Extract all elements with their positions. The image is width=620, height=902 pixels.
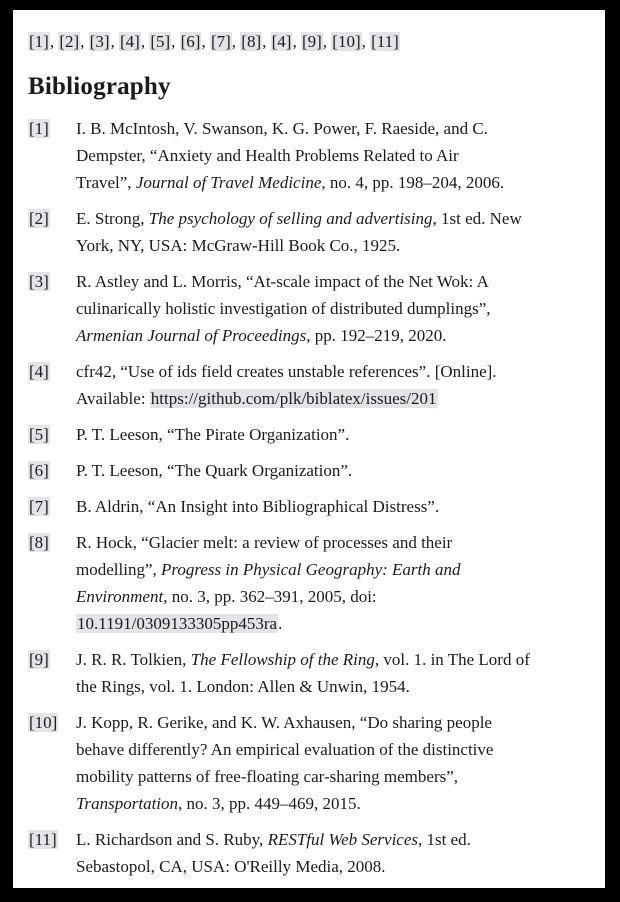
reference-line <box>76 115 595 142</box>
text-segment: modelling”, <box>76 560 161 579</box>
text-segment: , no. 4, pp. 198–204, 2006. <box>321 173 505 192</box>
reference-line <box>76 169 595 196</box>
citation-separator: , <box>140 32 150 51</box>
reference-label-column <box>28 421 76 448</box>
text-segment: behave differently? An empirical evaluation of the distinctive <box>76 740 494 759</box>
reference-label[interactable]: [1] <box>29 119 49 138</box>
text-segment: The psychology of selling and advertising <box>148 209 433 228</box>
reference-label-column <box>28 358 76 385</box>
reference-label-column <box>28 826 76 853</box>
reference-link[interactable]: https://github.com/plk/biblatex/issues/201 <box>150 389 437 408</box>
citation-separator: , <box>80 32 89 51</box>
citation-link[interactable]: [7] <box>210 32 231 51</box>
reference-text <box>76 205 595 259</box>
reference-line <box>76 853 595 880</box>
reference-entry <box>28 268 595 349</box>
text-segment: RESTful Web Services <box>267 830 419 849</box>
citation-link[interactable]: [2] <box>59 32 80 51</box>
citation-link[interactable]: [4] <box>119 32 140 51</box>
text-segment: Progress in Physical Geography: Earth and <box>160 560 461 579</box>
text-segment: J. Kopp, R. Gerike, and K. W. Axhausen, “Do sharing people <box>76 713 492 732</box>
citation-link[interactable]: [4] <box>271 32 292 51</box>
reference-line <box>76 709 595 736</box>
reference-label[interactable]: [10] <box>29 713 58 732</box>
text-segment: Travel”, <box>76 173 136 192</box>
text-segment: , no. 3, pp. 449–469, 2015. <box>178 794 361 813</box>
reference-line <box>76 646 595 673</box>
citation-link[interactable]: [1] <box>29 32 49 51</box>
reference-line <box>76 295 595 322</box>
text-segment: , 1st ed. <box>418 830 471 849</box>
text-segment: Dempster, “Anxiety and Health Problems Related to Air <box>76 146 459 165</box>
reference-entry <box>28 205 595 259</box>
citation-separator: , <box>262 32 271 51</box>
text-segment: R. Astley and L. Morris, “At-scale impact of the Net Wok: A <box>76 272 489 291</box>
reference-label[interactable]: [9] <box>29 650 49 669</box>
citation-link[interactable]: [6] <box>180 32 201 51</box>
reference-line <box>76 457 595 484</box>
citation-link[interactable]: [9] <box>301 32 322 51</box>
citation-link[interactable]: [10] <box>332 32 361 51</box>
reference-text <box>76 115 595 196</box>
reference-line <box>76 529 595 556</box>
reference-text <box>76 457 595 484</box>
reference-line <box>76 421 595 448</box>
reference-link[interactable]: 10.1191/0309133305pp453ra <box>77 614 278 633</box>
citation-link[interactable]: [11] <box>371 32 399 51</box>
text-segment: York, NY, USA: McGraw-Hill Book Co., 1925. <box>76 236 401 255</box>
text-segment: the Rings, vol. 1. London: Allen & Unwin, 1954. <box>76 677 410 696</box>
citation-separator: , <box>110 32 119 51</box>
citation-separator: , <box>171 32 180 51</box>
text-segment: Environment <box>76 587 164 606</box>
citation-separator: , <box>322 32 332 51</box>
text-segment: Journal of Travel Medicine <box>135 173 322 192</box>
text-segment: Sebastopol, CA, USA: O'Reilly Media, 2008. <box>76 857 386 876</box>
reference-text <box>76 646 595 700</box>
reference-label-column <box>28 205 76 232</box>
citation-separator: , <box>361 32 371 51</box>
text-segment: J. R. R. Tolkien, <box>76 650 191 669</box>
citation-line <box>28 28 595 55</box>
reference-entry <box>28 646 595 700</box>
citation-link[interactable]: [8] <box>241 32 262 51</box>
reference-line <box>76 763 595 790</box>
reference-text <box>76 493 595 520</box>
citation-separator: , <box>49 32 59 51</box>
text-segment: Armenian Journal of Proceedings <box>76 326 307 345</box>
text-segment: I. B. McIntosh, V. Swanson, K. G. Power, F. Raeside, and C. <box>76 119 488 138</box>
text-segment: Available: <box>76 389 150 408</box>
reference-line <box>76 736 595 763</box>
reference-label-column <box>28 646 76 673</box>
text-segment: B. Aldrin, “An Insight into Bibliographical Distress”. <box>76 497 440 516</box>
reference-label-column <box>28 493 76 520</box>
reference-entry <box>28 457 595 484</box>
reference-label[interactable]: [6] <box>29 461 49 480</box>
text-segment: mobility patterns of free-floating car-sharing members”, <box>76 767 459 786</box>
text-segment: L. Richardson and S. Ruby, <box>76 830 268 849</box>
reference-entry <box>28 709 595 817</box>
reference-text <box>76 709 595 817</box>
reference-label-column <box>28 268 76 295</box>
reference-entry <box>28 826 595 880</box>
page-title: Bibliography <box>28 73 171 100</box>
reference-line <box>76 493 595 520</box>
reference-text <box>76 358 595 412</box>
text-segment: Transportation <box>76 794 179 813</box>
reference-line <box>76 385 595 412</box>
reference-label-column <box>28 457 76 484</box>
reference-list <box>28 115 595 880</box>
reference-label[interactable]: [11] <box>29 830 57 849</box>
reference-label[interactable]: [4] <box>29 362 49 381</box>
reference-text <box>76 268 595 349</box>
reference-line <box>76 232 595 259</box>
text-segment: culinarically holistic investigation of distributed dumplings”, <box>76 299 491 318</box>
reference-entry <box>28 115 595 196</box>
reference-line <box>76 826 595 853</box>
reference-text <box>76 421 595 448</box>
citation-link[interactable]: [5] <box>150 32 171 51</box>
reference-line <box>76 673 595 700</box>
text-segment: . <box>278 614 283 633</box>
reference-label[interactable]: [5] <box>29 425 49 444</box>
reference-text <box>76 826 595 880</box>
reference-line <box>76 610 595 637</box>
reference-label[interactable]: [8] <box>29 533 49 552</box>
text-segment: The Fellowship of the Ring <box>190 650 375 669</box>
citation-separator: , <box>201 32 210 51</box>
reference-line <box>76 268 595 295</box>
text-segment: , 1st ed. New <box>432 209 522 228</box>
reference-label-column <box>28 529 76 556</box>
reference-entry <box>28 358 595 412</box>
reference-line <box>76 583 595 610</box>
text-segment: cfr42, “Use of ids field creates unstable references”. [Online]. <box>76 362 497 381</box>
reference-label[interactable]: [2] <box>29 209 49 228</box>
reference-text <box>76 529 595 637</box>
reference-line <box>76 205 595 232</box>
text-segment: , pp. 192–219, 2020. <box>306 326 447 345</box>
reference-line <box>76 790 595 817</box>
text-segment: , vol. 1. in The Lord of <box>374 650 530 669</box>
text-segment: P. T. Leeson, “The Quark Organization”. <box>76 461 353 480</box>
reference-line <box>76 556 595 583</box>
reference-line <box>76 322 595 349</box>
citation-separator: , <box>292 32 301 51</box>
reference-entry <box>28 529 595 637</box>
reference-line <box>76 358 595 385</box>
citation-link[interactable]: [3] <box>89 32 110 51</box>
reference-label[interactable]: [7] <box>29 497 49 516</box>
text-segment: , no. 3, pp. 362–391, 2005, doi: <box>163 587 377 606</box>
reference-label-column <box>28 115 76 142</box>
reference-label-column <box>28 709 76 736</box>
reference-line <box>76 142 595 169</box>
document-page <box>13 10 605 888</box>
reference-entry <box>28 493 595 520</box>
text-segment: R. Hock, “Glacier melt: a review of processes and their <box>76 533 453 552</box>
text-segment: P. T. Leeson, “The Pirate Organization”. <box>76 425 350 444</box>
text-segment: E. Strong, <box>76 209 149 228</box>
citation-separator: , <box>231 32 241 51</box>
reference-entry <box>28 421 595 448</box>
reference-label[interactable]: [3] <box>29 272 49 291</box>
